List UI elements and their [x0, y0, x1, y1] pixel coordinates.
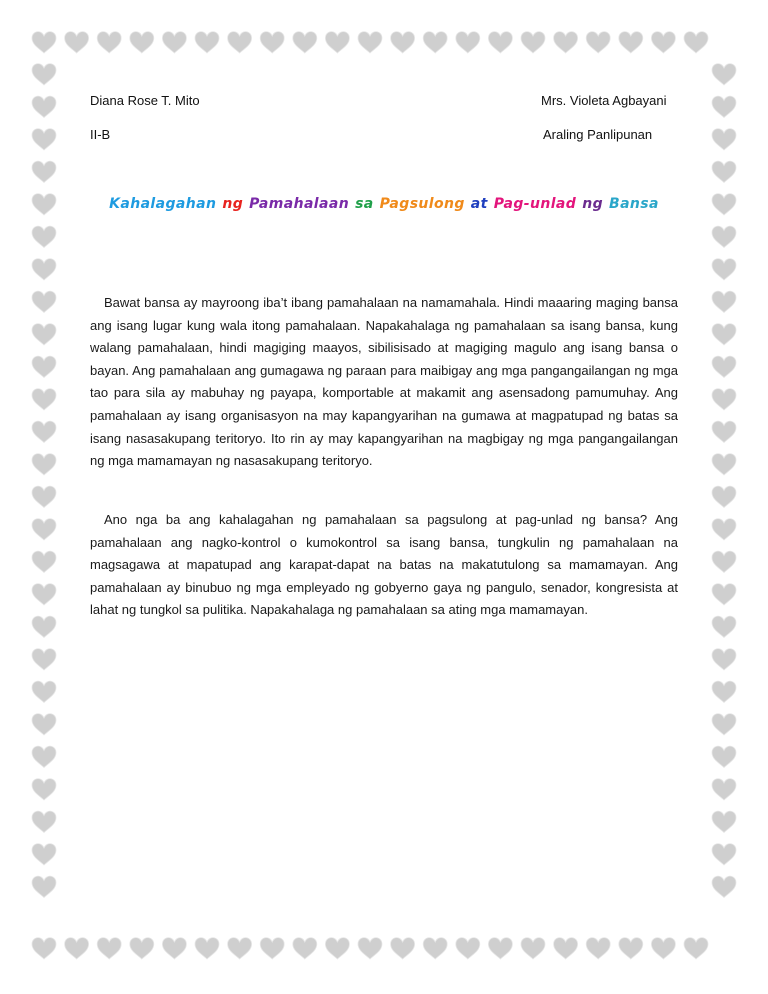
heart-icon [195, 938, 219, 959]
heart-icon [712, 551, 736, 572]
teacher-name: Mrs. Violeta Agbayani [541, 93, 667, 108]
title-word: ng [222, 196, 244, 212]
heart-icon [712, 746, 736, 767]
heart-icon [358, 938, 382, 959]
heart-icon [712, 64, 736, 85]
heart-icon [712, 259, 736, 280]
heart-icon [32, 551, 56, 572]
heart-icon [521, 938, 545, 959]
heart-icon [488, 938, 512, 959]
heart-icon [554, 32, 578, 53]
heart-icon [65, 32, 89, 53]
heart-icon [32, 779, 56, 800]
student-name: Diana Rose T. Mito [90, 93, 200, 108]
heart-icon [712, 519, 736, 540]
heart-icon [325, 32, 349, 53]
heart-icon [651, 32, 675, 53]
title-word: at [470, 196, 488, 212]
heart-icon [712, 649, 736, 670]
heart-icon [32, 811, 56, 832]
heart-icon [554, 938, 578, 959]
heart-icon [32, 454, 56, 475]
title-word: ng [582, 196, 603, 212]
heart-icon [521, 32, 545, 53]
title-word: sa [355, 196, 374, 212]
heart-icon [130, 938, 154, 959]
heart-icon [195, 32, 219, 53]
heart-icon [712, 681, 736, 702]
heart-icon [32, 129, 56, 150]
heart-icon [712, 324, 736, 345]
heart-icon [712, 486, 736, 507]
paragraph-one: Bawat bansa ay mayroong iba’t ibang pamahalaan na namamahala. Hindi maaaring maging bansa ang isang lugar kung wala itong pamahalaan. Napakahalaga ng pamahalaan sa isang bansa, kung walang pamahalaan, hindi magiging maayos, sibilisisado at magiging magulo ang isang bansa o bayan. Ang pamahalaan ang gumagawa ng paraan para maibigay ang mga pangangailangan ng mga tao para sila ay mabuhay ng payapa, komportable at makamit ang asensadong pamumuhay. Ang pamahalaan ay isang organisasyon na may kapangyarihan na gumawa at magpatupad ng batas sa isang nasasakupang teritoryo. Ito rin ay may kapangyarihan na magbigay ng mga pangangailangan ng mga mamamayan ng nasasakupang teritoryo. [90, 295, 678, 469]
title-word: Pagsulong [379, 196, 465, 212]
heart-icon [32, 746, 56, 767]
heart-icon [586, 32, 610, 53]
heart-icon [32, 389, 56, 410]
heart-icon [619, 938, 643, 959]
heart-icon [391, 32, 415, 53]
title-word: Bansa [609, 196, 659, 212]
title-word: Pag-unlad [493, 196, 577, 212]
heart-icon [712, 714, 736, 735]
heart-icon [712, 616, 736, 637]
heart-icon [32, 519, 56, 540]
heart-icon [32, 876, 56, 897]
heart-icon [32, 584, 56, 605]
heart-icon [456, 938, 480, 959]
heart-icon [32, 226, 56, 247]
paragraph-two: Ano nga ba ang kahalagahan ng pamahalaan sa pagsulong at pag-unlad ng bansa? Ang pamahalaan ang nagko-kontrol o kumokontrol sa isang bansa, tungkulin ng pamahalaan na magsagawa at mapatupad ang karapat-dapat na batas na makatutulong sa mamamayan. Ang pamahalaan ay binubuo ng mga empleyado ng gobyerno gaya ng pangulo, senador, kongresista at lahat ng tungkol sa pulitika. Napakahalaga ng pamahalaan sa ating mga mamamayan. [90, 512, 678, 618]
heart-icon [32, 64, 56, 85]
heart-icon [712, 96, 736, 117]
heart-icon [97, 32, 121, 53]
heart-icon [130, 32, 154, 53]
heart-icon [391, 938, 415, 959]
title-word: Pamahalaan [249, 196, 350, 212]
heart-icon [162, 32, 186, 53]
heart-icon [712, 844, 736, 865]
heart-icon [32, 649, 56, 670]
heart-icon [712, 421, 736, 442]
heart-icon [228, 32, 252, 53]
heart-icon [586, 938, 610, 959]
heart-icon [228, 938, 252, 959]
heart-icon [32, 938, 56, 959]
document-title [0, 196, 768, 212]
heart-icon [712, 779, 736, 800]
heart-icon [423, 938, 447, 959]
heart-icon [32, 259, 56, 280]
heart-icon [712, 356, 736, 377]
subject-label: Araling Panlipunan [543, 127, 653, 142]
heart-icon [32, 32, 56, 53]
heart-icon [488, 32, 512, 53]
heart-icon [32, 161, 56, 182]
heart-icon [325, 938, 349, 959]
heart-icon [32, 486, 56, 507]
heart-icon [260, 938, 284, 959]
section-label: II-B [90, 127, 111, 142]
heart-icon [712, 454, 736, 475]
heart-icon [684, 32, 708, 53]
heart-icon [651, 938, 675, 959]
heart-icon [32, 96, 56, 117]
heart-icon [619, 32, 643, 53]
heart-icon [32, 421, 56, 442]
heart-icon [684, 938, 708, 959]
heart-icon [456, 32, 480, 53]
title-word: Kahalagahan [109, 196, 217, 212]
heart-icon [32, 616, 56, 637]
heart-icon [712, 389, 736, 410]
heart-icon [162, 938, 186, 959]
heart-icon [260, 32, 284, 53]
heart-icon [712, 129, 736, 150]
heart-icon [712, 584, 736, 605]
heart-icon [97, 938, 121, 959]
heart-icon [712, 161, 736, 182]
heart-icon [32, 844, 56, 865]
heart-icon [32, 291, 56, 312]
heart-icon [712, 811, 736, 832]
heart-icon [293, 32, 317, 53]
heart-icon [32, 714, 56, 735]
heart-icon [423, 32, 447, 53]
heart-icon [712, 226, 736, 247]
heart-icon [293, 938, 317, 959]
heart-icon [712, 876, 736, 897]
heart-icon [32, 681, 56, 702]
heart-icon [358, 32, 382, 53]
heart-icon [712, 291, 736, 312]
heart-icon [32, 324, 56, 345]
heart-icon [32, 356, 56, 377]
heart-icon [65, 938, 89, 959]
